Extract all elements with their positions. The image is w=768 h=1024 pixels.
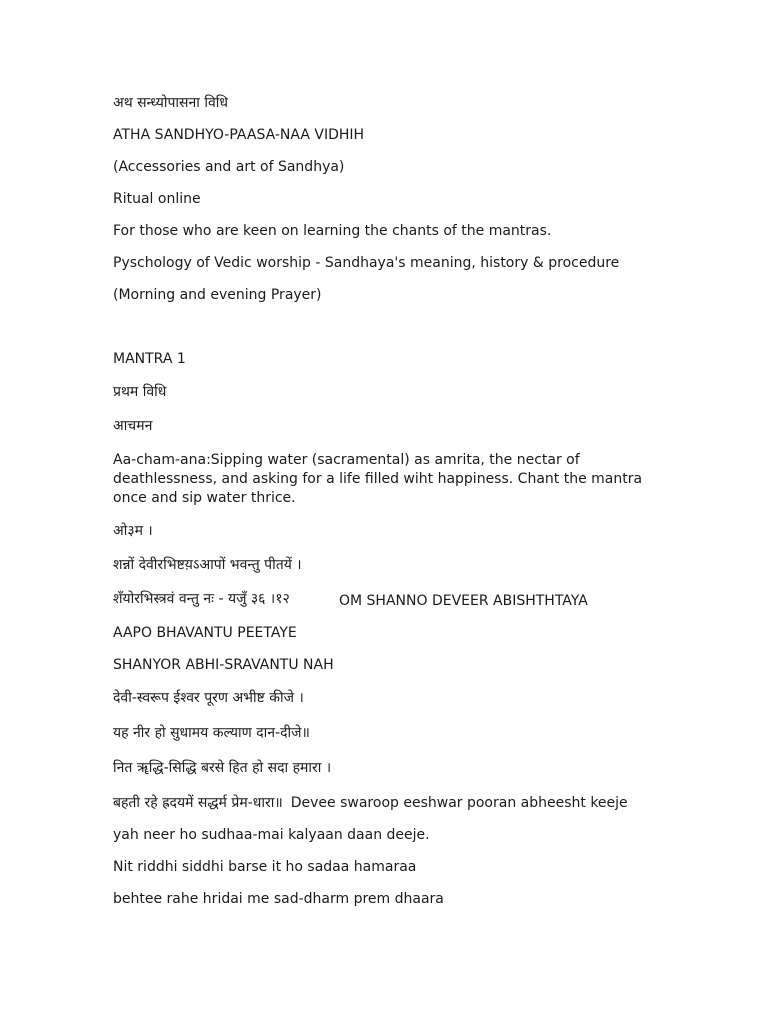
- text-keen-learners: For those who are keen on learning the chants of the mantras.: [113, 223, 552, 239]
- hindi-verse-line-3: नित ॠद्धि-सिद्धि बरसे हित हो सदा हमारा ।: [113, 760, 332, 776]
- hindi-verse-line-1: देवी-स्वरूप ईश्वर पूरण अभीष्ट कीजे ।: [113, 690, 304, 706]
- hindi-verse-line-4-row: [113, 794, 628, 813]
- mantra-sanskrit-line-2: शँयोरभिस्त्रवं वन्तु नः - यजुँ ३६ ।१२: [113, 591, 290, 607]
- mantra-transliteration-line-2: AAPO BHAVANTU PEETAYE: [113, 625, 297, 641]
- om-line: ओ३म ।: [113, 523, 153, 539]
- hindi-verse-line-4: बहती रहे ह्रदयमें सद्धर्म प्रेम-धारा॥: [113, 795, 283, 811]
- mantra-sanskrit-line-1: शन्नों देवीरभिष्टय़ऽआपों भवन्तु पीतयें ।: [113, 557, 302, 573]
- aachaman: आचमन: [113, 418, 153, 434]
- english-verse-line-2: yah neer ho sudhaa-mai kalyaan daan deeje.: [113, 827, 430, 843]
- mantra-transliteration-line-3: SHANYOR ABHI-SRAVANTU NAH: [113, 657, 334, 673]
- hindi-verse-line-2: यह नीर हो सुधामय कल्याण दान-दीजे॥: [113, 725, 310, 741]
- mantra-transliteration-line-1: OM SHANNO DEVEER ABISHTHTAYA: [339, 593, 588, 609]
- text-morning-evening: (Morning and evening Prayer): [113, 287, 322, 303]
- english-verse-line-3: Nit riddhi siddhi barse it ho sadaa hamaraa: [113, 859, 417, 875]
- heading-hindi: अथ सन्ध्योपासना विधि: [113, 95, 228, 111]
- mantra-heading: MANTRA 1: [113, 351, 186, 367]
- subtitle-accessories: (Accessories and art of Sandhya): [113, 159, 345, 175]
- aachaman-description: Aa-cham-ana:Sipping water (sacramental) as amrita, the nectar of deathlessness, and asking for a life filled wiht happiness. Chant the mantra once and sip water thrice.: [113, 452, 643, 506]
- text-psychology: Pyschology of Vedic worship - Sandhaya's meaning, history & procedure: [113, 255, 620, 271]
- text-ritual-online: Ritual online: [113, 191, 201, 207]
- english-verse-line-4: behtee rahe hridai me sad-dharm prem dhaara: [113, 891, 444, 907]
- pratham-vidhi: प्रथम विधि: [113, 384, 167, 400]
- heading-transliteration: ATHA SANDHYO-PAASA-NAA VIDHIH: [113, 127, 365, 143]
- english-verse-line-1: Devee swaroop eeshwar pooran abheesht keeje: [290, 795, 628, 811]
